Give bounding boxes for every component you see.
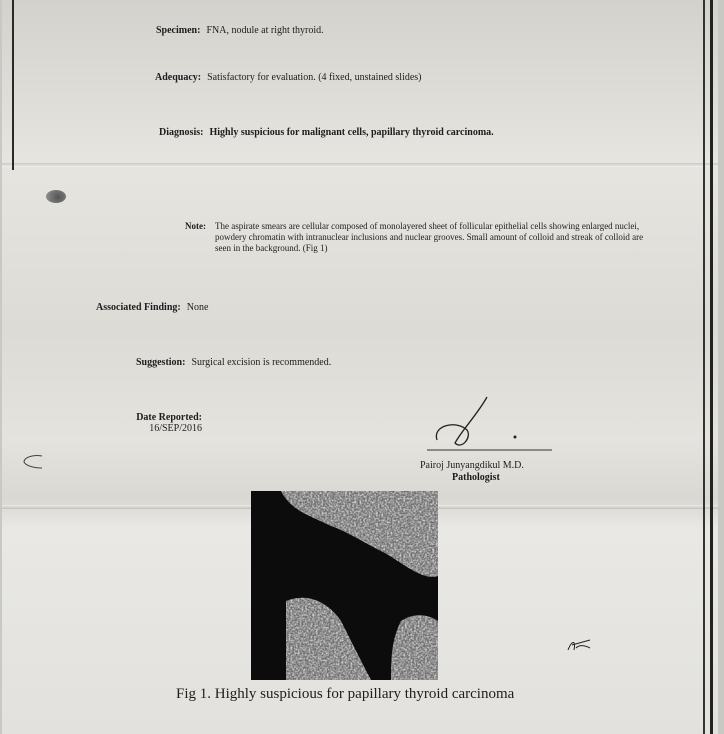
figure-caption: Fig 1. Highly suspicious for papillary thyroid carcinoma [176, 686, 515, 702]
suggestion-row [136, 357, 331, 368]
page-edge-left [12, 0, 14, 170]
adequacy-label: Adequacy: [155, 72, 202, 83]
associated-finding-label: Associated Finding: [96, 302, 181, 313]
diagnosis-row [159, 127, 494, 138]
cytology-micrograph [251, 491, 438, 680]
pathologist-title: Pathologist [452, 472, 500, 483]
punch-hole [46, 190, 66, 203]
adequacy-row [155, 72, 422, 83]
corner-pen-stroke [20, 452, 46, 472]
note-text: The aspirate smears are cellular composed of monolayered sheet of follicular epithelial cells showing enlarged nuclei, powdery chromatin with intranuclear inclusions and nuclear grooves. Small amount of colloid and streak of colloid are seen in the background. (Fig 1) [215, 221, 644, 253]
date-reported-value: 16/SEP/2016 [149, 423, 202, 434]
initials-mark [564, 636, 594, 656]
adequacy-value: Satisfactory for evaluation. (4 fixed, unstained slides) [207, 72, 422, 83]
report-page [2, 0, 718, 734]
suggestion-value: Surgical excision is recommended. [191, 357, 332, 368]
diagnosis-label: Diagnosis: [159, 127, 204, 138]
date-reported-label: Date Reported: [136, 412, 202, 423]
specimen-label: Specimen: [156, 25, 201, 36]
note-label: Note: [185, 221, 206, 231]
signature-mark [427, 395, 567, 465]
date-reported-block [122, 412, 202, 434]
associated-finding-row [96, 302, 208, 313]
associated-finding-value: None [186, 302, 209, 313]
paper-fold-top [2, 163, 718, 167]
specimen-row [156, 25, 324, 36]
page-edge-right [703, 0, 705, 734]
diagnosis-value: Highly suspicious for malignant cells, papillary thyroid carcinoma. [209, 127, 494, 138]
page-edge-right-outer [710, 0, 713, 734]
suggestion-label: Suggestion: [136, 357, 186, 368]
pathologist-name: Pairoj Junyangdikul M.D. [420, 460, 524, 471]
specimen-value: FNA, nodule at right thyroid. [206, 25, 324, 36]
